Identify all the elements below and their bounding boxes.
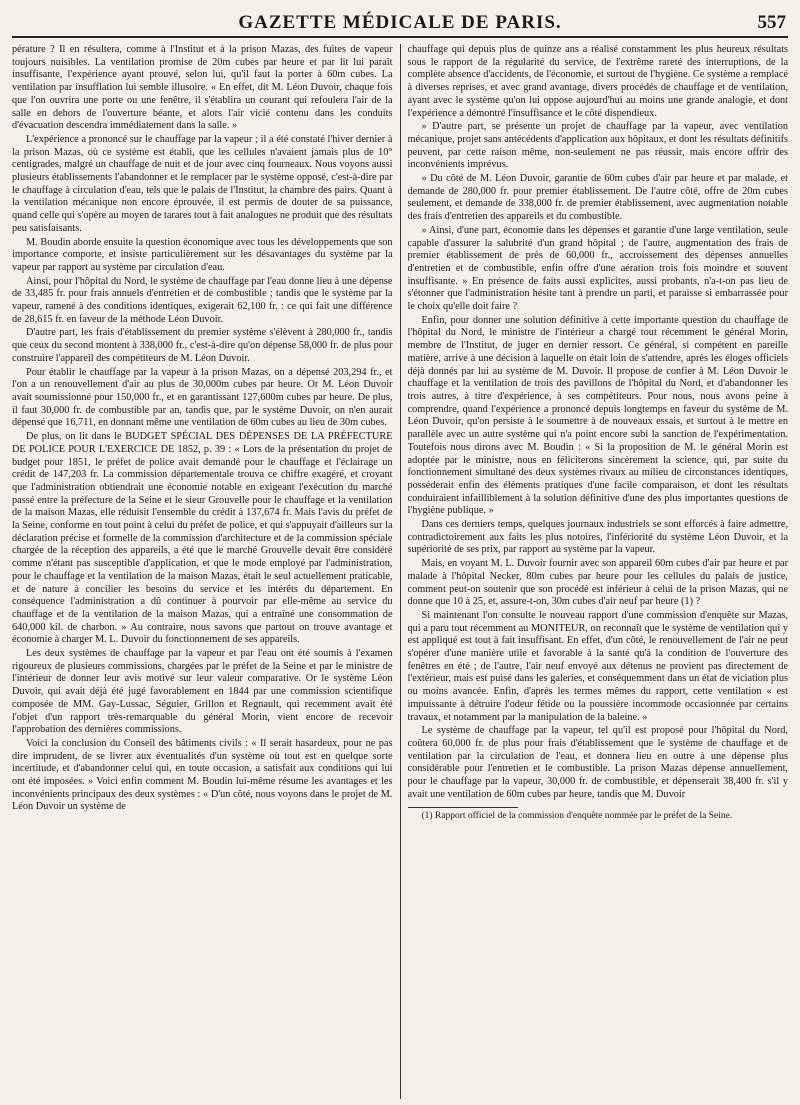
paragraph: pérature ? Il en résultera, comme à l'Institut et à la prison Mazas, des fuites de vapeur toujours nuisibles. La ventilation promise de 20m cubes par heure et par lit lui paraît insuffisante, l'expérience ayant prouvé, selon lui, qu'il faut la porter à 60m cubes. La ventilation par insufflation lui semble illusoire. « En effet, dit M. Léon Duvoir, chaque fois que l'on ouvrira une porte ou une fenêtre, il s'établira un courant qui refoulera l'air de la salle en dehors de l'ouverture béante, et alors l'air vicié contenu dans les conduits d'évacuation descendra immédiatement dans la salle. » xyxy=(12,44,393,132)
paragraph: Les deux systèmes de chauffage par la vapeur et par l'eau ont été soumis à l'examen rigoureux de plusieurs commissions, chargées par le préfet de la Seine et par le ministre de l'intérieur de donner leur avis motivé sur leur valeur comparative. Or le système Léon Duvoir, qui avait déjà été jugé favorablement en 1844 par une commission scientifique composée de MM. Gay-Lussac, Séguier, Grillon et Regnault, qui recemment avait été l'objet d'un rapport très-remarquable du général Morin, vient encore de recevoir l'approbation des dernières commissions. xyxy=(12,648,393,736)
right-column xyxy=(408,44,789,1099)
paragraph: Si maintenant l'on consulte le nouveau rapport d'une commission d'enquête sur Mazas, qui a paru tout récemment au MONITEUR, on reconnaît que le système de ventilation qui y est appliqué est tout à fait insuffisant. En effet, d'un côté, le renouvellement de l'air ne peut s'opérer d'une manière utile et favorable à la santé qu'à la condition de l'ouverture des fenêtres en été ; de l'autre, l'air neuf envoyé aux détenus ne provient pas directement de l'extérieur, mais est puisé dans les galeries, et conséquemment dans un état de viciation plus ou moins avancée. Enfin, d'après les termes mêmes du rapport, cette ventilation « est impuissante à détruire l'odeur fétide ou la poussière incommode occasionnée par certains travaux, et notamment par la manipulation de la baleine. » xyxy=(407,609,789,723)
column-divider xyxy=(400,44,401,1099)
paragraph: De plus, on lit dans le BUDGET SPÉCIAL DES DÉPENSES DE LA PRÉFECTURE DE POLICE POUR L'EXERCICE DE 1852, p. 39 : « Lors de la présentation du projet de budget pour 1851, le préfet de police avait demandé pour le chauffage et l'éclairage un crédit de 147,203 fr. La commission départementale trouva ce chiffre exagéré, et croyant que l'administration obtiendrait une économie notable en exigeant l'exécution du marché passé entre la préfecture de la Seine et le sieur Grouvelle pour le chauffage et la ventilation de la maison Mazas, elle réduisit l'ensemble du crédit à 137,674 fr. Mais l'avis du préfet de la Seine, conforme en tout point à celui du préfet de police, et qui s'appuyait d'ailleurs sur la déclaration précise et formelle de la commission d'architecture et de la commission spéciale chargée de la réception des appareils, a été que le marché Grouvelle devait être considéré comme n'étant pas susceptible d'application, et que le mode employé par l'administration, pour le chauffage et la ventilation de la maison Mazas, était le seul actuellement praticable, et de nature à concilier les besoins du service et les intérêts du département. En conséquence l'administration a dû continuer à pourvoir par elle-même au service du chauffage et de la ventilation de la maison Mazas, qui a entraîné une consommation de 640,000 kil. de charbon. » Au contraire, nous savons que partout on trouve avantage et économie à charger M. L. Duvoir du fonctionnement de ses appareils. xyxy=(12,431,393,646)
paragraph: D'autre part, les frais d'établissement du premier système s'élèvent à 280,000 fr., tandis que ceux du second montent à 338,000 fr., c'est-à-dire qu'on dépense 58,000 fr. de plus pour construire l'appareil des compétiteurs de M. Léon Duvoir. xyxy=(12,327,393,364)
paragraph: Dans ces derniers temps, quelques journaux industriels se sont efforcés à faire admettre, contradictoirement aux faits les plus notoires, l'infériorité du système Léon Duvoir, et la supériorité de ses prix, par rapport au système par la vapeur. xyxy=(407,519,789,556)
left-column xyxy=(12,44,393,1099)
paragraph: M. Boudin aborde ensuite la question économique avec tous les développements que son importance comporte, et insiste particulièrement sur les désavantages du système par la vapeur par rapport au système par circulation d'eau. xyxy=(12,236,393,273)
paragraph: Ainsi, pour l'hôpital du Nord, le système de chauffage par l'eau donne lieu à une dépense de 33,485 fr. pour frais annuels d'entretien et de combustible ; tandis que le système par la vapeur, ramené à des conditions identiques, exigerait 62,100 fr. : ce qui fait une différence de 28,615 fr. en faveur de la méthode Léon Duvoir. xyxy=(12,275,393,325)
paragraph: Mais, en voyant M. L. Duvoir fournir avec son appareil 60m cubes d'air par heure et par malade à l'hôpital Necker, 80m cubes par heure pour les cellules du palais de justice, comment peut-on soutenir que son procédé est inférieur à celui de la prison Mazas, qui ne donne que 10 à 25, et, assure-t-on, 30m cubes d'air neuf par heure (1) ? xyxy=(407,558,789,608)
paragraph: Voici la conclusion du Conseil des bâtiments civils : « Il serait hasardeux, pour ne pas dire imprudent, de se livrer aux éventualités d'un système où tout est en quelque sorte incertitude, et d'abandonner celui qui, en toute occasion, a satisfait aux conditions qui lui ont été imposées. » Voici enfin comment M. Boudin lui-même résume les avantages et les inconvénients principaux des deux systèmes : « D'un côté, nous voyons dans le projet de M. Léon Duvoir un système de xyxy=(12,737,393,813)
page-title: GAZETTE MÉDICALE DE PARIS. xyxy=(238,12,562,33)
footnote: (1) Rapport officiel de la commission d'enquête nommée par le préfet de la Seine. xyxy=(421,811,733,822)
page-header xyxy=(12,8,788,38)
footnote-divider xyxy=(408,807,518,808)
page-number: 557 xyxy=(757,12,786,33)
paragraph: L'expérience a prononcé sur le chauffage par la vapeur ; il a été constaté l'hiver dernier à la prison Mazas, où ce système est établi, que les cellules n'avaient jamais plus de 10° centigrades, malgré un chauffage de nuit et de jour avec cinq fourneaux. Nous voyons aussi plusieurs établissements l'abandonner et le remplacer par le système opposé, c'est-à-dire par le chauffage à circulation d'eau, tels que le palais de l'Institut, la chambre des pairs. Quant à la ventilation mécanique non encore éprouvée, il est permis de douter de sa puissance, quand celle qui s'opère au moyen de tarares tout à fait analogues ne produit que des résultats peu satisfaisants. xyxy=(12,133,393,234)
paragraph: Le système de chauffage par la vapeur, tel qu'il est proposé pour l'hôpital du Nord, coûtera 60,000 fr. de plus pour frais d'établissement que le système de chauffage et de ventilation par la circulation de l'eau, et donnera lieu en outre à une dépense plus considérable pour l'entretien et le combustible. La prison Mazas dépense annuellement, pour le chauffage par la vapeur, 30,000 fr. de combustible, et dépenserait 38,400 fr. s'il y avait une ventilation de 60m cubes par heure, tandis que M. Duvoir xyxy=(407,725,789,800)
paragraph: » Ainsi, d'une part, économie dans les dépenses et garantie d'une large ventilation, seule capable d'assurer la salubrité d'un grand hôpital ; de l'autre, augmentation des frais de premier établissement de près de 60,000 fr., accroissement des dépenses annuelles d'entretien et de combustible, enfin offre d'une aération trois fois moindre et souvent insuffisante. » En présence de faits aussi explicites, aussi probants, n'a-t-on pas lieu de s'étonner que l'administration hésite tant à prendre un parti, et paraisse si embarrassée pour le choix qu'elle doit faire ? xyxy=(407,224,789,313)
paragraph: Pour établir le chauffage par la vapeur à la prison Mazas, on a dépensé 203,294 fr., et l'on a un renouvellement d'air au plus de 30,000m cubes par heure. Or M. Léon Duvoir avait soumissionné pour 150,000 fr., et en garantissant 127,600m cubes par heure. De plus, il faut 30,000 fr. de combustible par an, tandis que, par le système Duvoir, on n'en aurait dépensé que 16,711, en donnant même une ventilation de 60m cubes au lieu de 30m cubes. xyxy=(12,366,393,429)
text-columns xyxy=(12,44,788,1099)
paragraph: » Du côté de M. Léon Duvoir, garantie de 60m cubes d'air par heure et par malade, et demande de 280,000 fr. pour premier établissement. De l'autre côté, offre de 20m cubes seulement, et demande de 338,000 fr. de premier établissement, avec augmentation notable des frais d'entretien des appareils et du combustible. xyxy=(407,173,789,223)
paragraph: » D'autre part, se présente un projet de chauffage par la vapeur, avec ventilation mécanique, projet sans antécédents d'application aux hôpitaux, et dont les résultats définitifs peuvent, par cette raison même, non-seulement ne pas réussir, mais encore offrir des inconvénients imprévus. xyxy=(407,121,789,171)
paragraph: Enfin, pour donner une solution définitive à cette importante question du chauffage de l'hôpital du Nord, le ministre de l'intérieur a chargé tout récemment le général Morin, membre de l'Institut, de juger en dernier ressort. Ce général, si compétent en pareille matière, arrive à une décision à laquelle on était loin de s'attendre, après les éloges officiels déjà donnés par lui au système de M. Duvoir. Il propose de confier à M. Léon Duvoir le chauffage et la ventilation de trois des pavillons de l'hôpital du Nord, et d'abandonner les trois autres, à titre d'expérience, à ses compétiteurs. Pour nous, nous avons peine à comprendre, quand l'expérience a prononcé depuis longtemps en faveur du système de M. Léon Duvoir, qu'on persiste à le soumettre à de nouveaux essais, et surtout à le mettre en parallèle avec un autre système qui n'a point encore subi la sanction de l'expérimentation. Toutefois nous dirons avec M. Boudin : « Si la proposition de M. le général Morin est adoptée par le ministre, nous en féliciterons sincèrement la science, qui, par suite du fonctionnement simultané des deux systèmes rivaux au milieu de circonstances identiques, posséderait enfin des éléments pratiques d'une facile comparaison, et dont les résultats conduiraient infailliblement à la solution définitive d'une des plus importantes questions de l'hygiène publique. » xyxy=(407,314,789,517)
paragraph: chauffage qui depuis plus de quinze ans a réalisé constamment les plus heureux résultats sous le rapport de la régularité du service, de l'extrême rareté des interruptions, de la complète absence d'accidents, de l'économie, et surtout de l'hygiène. Ce système a remplacé à diverses reprises, et avec grand avantage, divers procédés de chauffage et de ventilation, ayant avec le système qu'on lui oppose aujourd'hui au moins une grande analogie, et dont l'expérience a démontré l'insuffisance et le côté dispendieux. xyxy=(407,44,789,119)
